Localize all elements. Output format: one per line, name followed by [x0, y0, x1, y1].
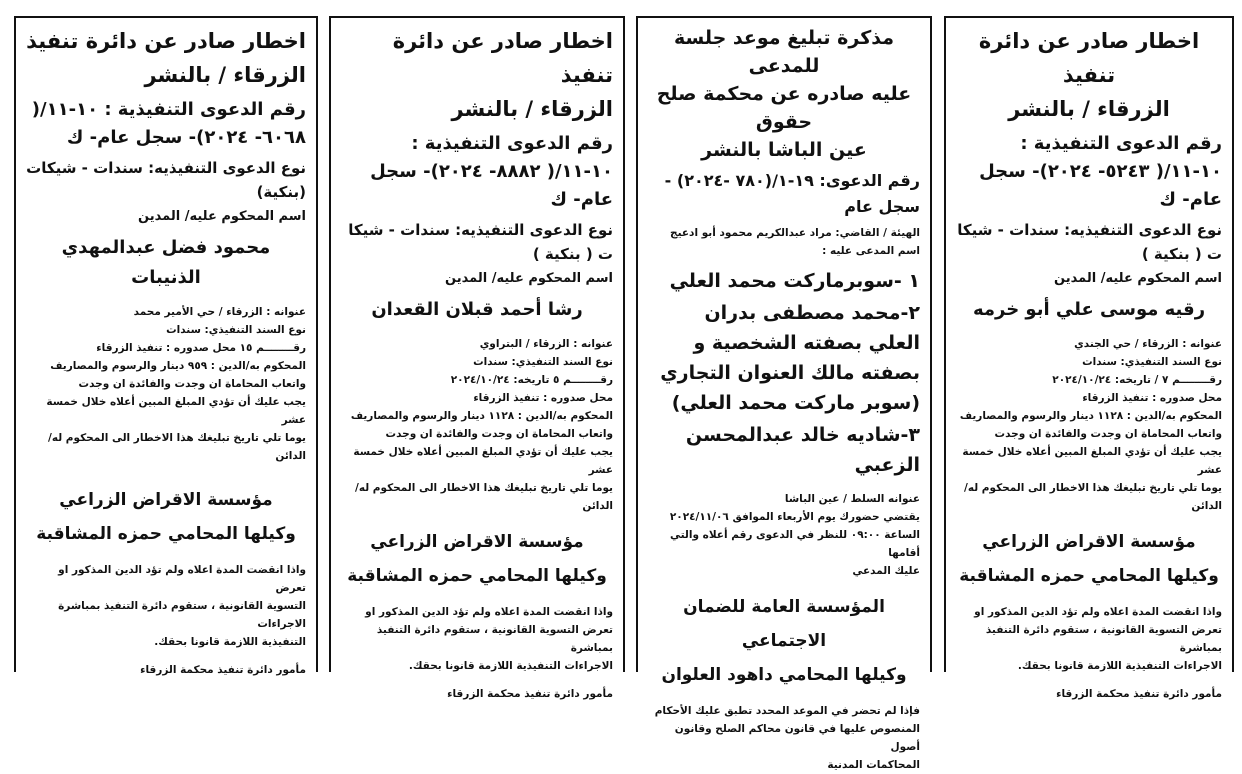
- footer-line: واذا انقضت المدة اعلاه ولم تؤد الدين المذكور او: [365, 606, 613, 618]
- plaintiff-lawyer: وكيلها المحامي داهود العلوان: [661, 665, 907, 685]
- detail-line: يوما تلي تاريخ تبليغك هذا الاخطار الى المحكوم له/ الدائن: [48, 432, 306, 462]
- debtor-name: رشا أحمد قبلان القعدان: [371, 299, 583, 320]
- notice-title: الزرقاء / بالنشر: [451, 97, 613, 121]
- footer-line: التسوية القانونية ، ستقوم دائرة التنفيذ بمباشرة الاجراءات: [58, 600, 306, 630]
- defendant-item: ١ -سوبرماركت محمد العلي: [669, 270, 920, 292]
- footer-line: واذا انقضت المدة اعلاه ولم تؤد الدين المذكور او تعرض: [58, 564, 306, 594]
- notice-column-3: [329, 16, 625, 700]
- detail-line: عنوانه : الزرقاء / حي الأمير محمد: [133, 306, 306, 318]
- detail-line: نوع السند التنفيذي: سندات: [1082, 356, 1222, 368]
- detail-line: عنوانه : الزرقاء / حي الجندي: [1074, 338, 1222, 350]
- case-type: نوع الدعوى التنفيذيه: سندات - شيكا ت ( بنكية ): [957, 221, 1222, 263]
- detail-line: عليك المدعي: [852, 565, 920, 577]
- officer-signature: مأمور دائرة تنفيذ محكمة الزرقاء: [447, 688, 613, 700]
- defendant-label: اسم المدعى عليه :: [822, 245, 920, 257]
- footer-line: الاجراءات التنفيذية اللازمة قانونا بحقك.: [1017, 660, 1222, 672]
- creditor-name: مؤسسة الاقراض الزراعي: [982, 532, 1196, 552]
- debtor-label: اسم المحكوم عليه/ المدين: [1054, 271, 1222, 286]
- creditor-name: مؤسسة الاقراض الزراعي: [370, 532, 584, 552]
- creditor-lawyer: وكيلها المحامي حمزه المشاقبة: [36, 524, 296, 544]
- detail-line: المحكوم به/الدين : ١١٢٨ دينار والرسوم والمصاريف: [959, 410, 1222, 422]
- footer-line: تعرض التسوية القانونية ، ستقوم دائرة التنفيذ بمباشرة: [985, 624, 1222, 654]
- detail-line: واتعاب المحاماة ان وجدت والفائدة ان وجدت: [385, 428, 613, 440]
- defendant-item: ٣-شاديه خالد عبدالمحسن الزعبي: [685, 424, 920, 476]
- creditor-lawyer: وكيلها المحامي حمزه المشاقبة: [347, 566, 607, 586]
- detail-line: واتعاب المحاماة ان وجدت والفائدة ان وجدت: [78, 378, 306, 390]
- notice-column-1: [944, 16, 1234, 700]
- detail-line: عنوانه السلط / عين الباشا: [784, 493, 920, 505]
- officer-signature: مأمور دائرة تنفيذ محكمة الزرقاء: [1056, 688, 1222, 700]
- detail-line: نوع السند التنفيذي: سندات: [166, 324, 306, 336]
- footer-line: المحاكمات المدنية: [827, 759, 920, 771]
- defendant-item: ٢-محمد مصطفى بدران العلي بصفته الشخصية و بصفته مالك العنوان التجاري (سوبر ماركت محمد العلي): [660, 302, 920, 414]
- footer-line: تعرض التسوية القانونية ، ستقوم دائرة التنفيذ بمباشرة: [376, 624, 613, 654]
- notice-column-4: [14, 16, 318, 676]
- footer-line: واذا انقضت المدة اعلاه ولم تؤد الدين المذكور او: [974, 606, 1222, 618]
- detail-line: يجب عليك أن تؤدي المبلغ المبين أعلاه خلال خمسة عشر: [46, 396, 306, 426]
- footer-line: التنفيذية اللازمة قانونا بحقك.: [154, 636, 306, 648]
- detail-line: رقــــــــم ١٥ محل صدوره : تنفيذ الزرقاء: [96, 342, 306, 354]
- detail-line: يقتضي حضورك يوم الأربعاء الموافق ٢٠٢٤/١١/٠٦: [669, 511, 920, 523]
- creditor-lawyer: وكيلها المحامي حمزه المشاقبة: [959, 566, 1219, 586]
- notice-column-2: [636, 16, 932, 771]
- footer-line: المنصوص عليها في قانون محاكم الصلح وقانون أصول: [674, 723, 920, 753]
- notice-title: عين الباشا بالنشر: [701, 139, 867, 161]
- debtor-label: اسم المحكوم عليه/ المدين: [445, 271, 613, 286]
- case-number: رقم الدعوى: ١٩-١/(٧٨٠ -٢٠٢٤) - سجل عام: [664, 171, 920, 216]
- notice-title: اخطار صادر عن دائرة تنفيذ: [978, 29, 1200, 87]
- detail-line: رقــــــــم ٥ تاريخه: ٢٠٢٤/١٠/٢٤: [450, 374, 613, 386]
- debtor-name: رقيه موسى علي أبو خرمه: [972, 299, 1206, 320]
- notice-title: اخطار صادر عن دائرة تنفيذ: [26, 29, 306, 53]
- case-type: نوع الدعوى التنفيذيه: سندات - شيكات (بنكية): [26, 159, 306, 201]
- detail-line: عنوانه : الزرقاء / البتراوي: [479, 338, 613, 350]
- detail-line: محل صدوره : تنفيذ الزرقاء: [1082, 392, 1222, 404]
- detail-line: يوما تلي تاريخ تبليغك هذا الاخطار الى المحكوم له/ الدائن: [964, 482, 1222, 512]
- notice-title: عليه صادره عن محكمة صلح حقوق: [656, 83, 912, 133]
- notice-title: الزرقاء / بالنشر: [1008, 97, 1170, 121]
- detail-line: الساعة ٠٩:٠٠ للنظر في الدعوى رقم أعلاه والتي أقامها: [670, 529, 920, 559]
- detail-line: واتعاب المحاماة ان وجدت والفائدة ان وجدت: [994, 428, 1222, 440]
- judge-line: الهيئة / القاضي: مراد عبدالكريم محمود أبو ادعيج: [670, 227, 920, 239]
- plaintiff-name: المؤسسة العامة للضمان الاجتماعي: [683, 597, 885, 651]
- detail-line: يجب عليك أن تؤدي المبلغ المبين أعلاه خلال خمسة عشر: [353, 446, 613, 476]
- notice-title: الزرقاء / بالنشر: [144, 63, 306, 87]
- case-number: رقم الدعوى التنفيذية : ١٠-١١/( ٥٢٤٣- ٢٠٢٤)- سجل عام- ك: [979, 133, 1222, 210]
- detail-line: يوما تلي تاريخ تبليغك هذا الاخطار الى المحكوم له/ الدائن: [355, 482, 613, 512]
- detail-line: يجب عليك أن تؤدي المبلغ المبين أعلاه خلال خمسة عشر: [962, 446, 1222, 476]
- detail-line: المحكوم به/الدين : ١١٢٨ دينار والرسوم والمصاريف: [350, 410, 613, 422]
- debtor-name: محمود فضل عبدالمهدي الذنيبات: [61, 237, 271, 288]
- notice-title: اخطار صادر عن دائرة تنفيذ: [392, 29, 613, 87]
- detail-line: رقــــــــم ٧ / تاريخه: ٢٠٢٤/١٠/٢٤: [1052, 374, 1222, 386]
- case-number: رقم الدعوى التنفيذية : ١٠-١١/( ٨٨٨٢- ٢٠٢٤)- سجل عام- ك: [370, 133, 613, 210]
- creditor-name: مؤسسة الاقراض الزراعي: [59, 490, 273, 510]
- officer-signature: مأمور دائرة تنفيذ محكمة الزرقاء: [140, 664, 306, 676]
- case-type: نوع الدعوى التنفيذيه: سندات - شيكا ت ( بنكية ): [348, 221, 613, 263]
- notice-title: مذكرة تبليغ موعد جلسة للمدعى: [674, 27, 894, 77]
- footer-line: الاجراءات التنفيذية اللازمة قانونا بحقك.: [408, 660, 613, 672]
- debtor-label: اسم المحكوم عليه/ المدين: [138, 209, 306, 224]
- detail-line: محل صدوره : تنفيذ الزرقاء: [473, 392, 613, 404]
- case-number: رقم الدعوى التنفيذية : ١٠-١١/( ٦٠٦٨- ٢٠٢٤)- سجل عام- ك: [31, 99, 306, 148]
- footer-line: فإذا لم تحضر في الموعد المحدد تطبق عليك الأحكام: [654, 705, 920, 717]
- detail-line: نوع السند التنفيذي: سندات: [473, 356, 613, 368]
- detail-line: المحكوم به/الدين : ٩٥٩ دينار والرسوم والمصاريف: [50, 360, 306, 372]
